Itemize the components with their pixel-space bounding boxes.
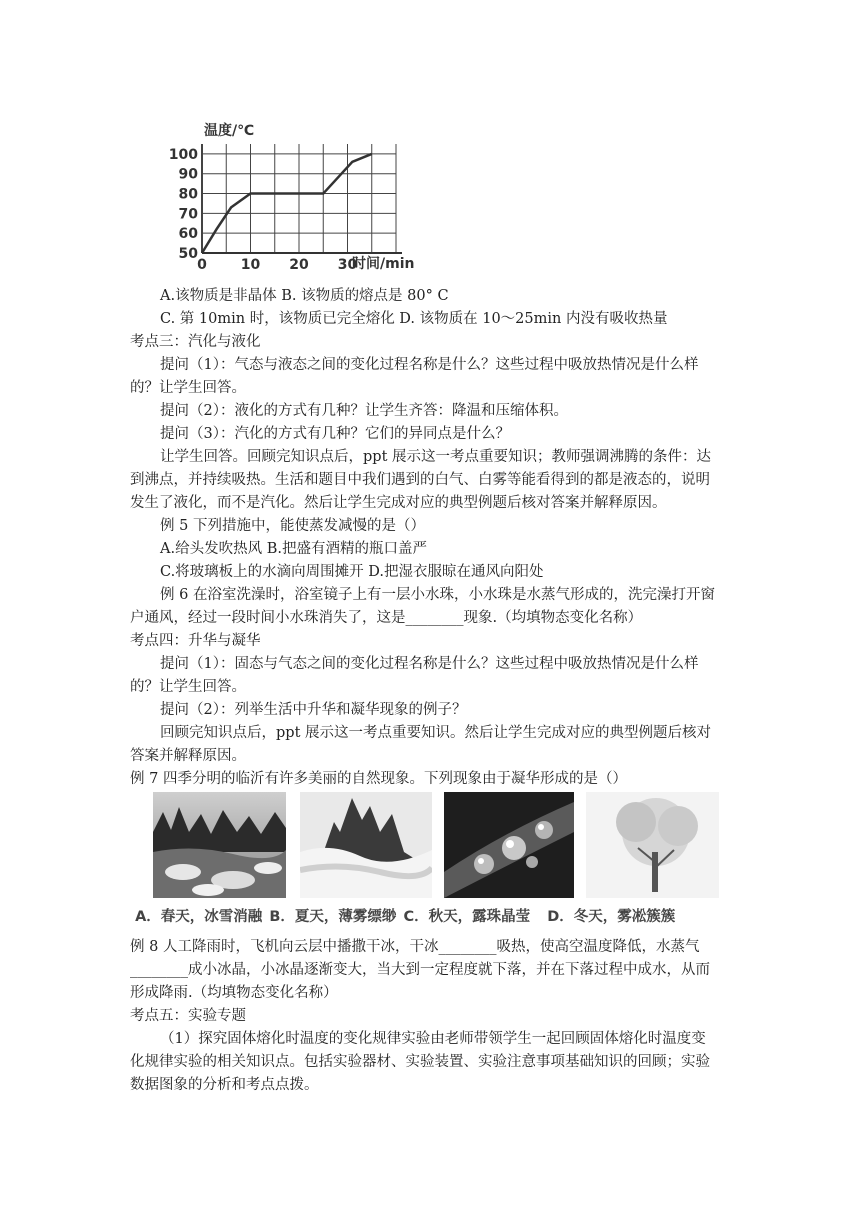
example-6-cont: 户通风，经过一段时间小水珠消失了，这是________现象.（均填物态变化名称） bbox=[130, 610, 643, 626]
section-heading-4: 考点四：升华与凝华 bbox=[130, 633, 261, 649]
paragraph-line: 提问（2）：液化的方式有几种？让学生齐答：降温和压缩体积。 bbox=[160, 403, 568, 419]
photo-summer-mist bbox=[300, 792, 432, 898]
example-5-options-ab: A.给头发吹热风 B.把盛有酒精的瓶口盖严 bbox=[160, 541, 427, 557]
photo-winter-rime bbox=[586, 792, 719, 898]
section-heading-5: 考点五：实验专题 bbox=[130, 1008, 246, 1024]
y-axis-label: 温度/℃ bbox=[204, 123, 255, 139]
paragraph-line: 化规律实验的相关知识点。包括实验器材、实验装置、实验注意事项基础知识的回顾；实验 bbox=[130, 1054, 710, 1070]
paragraph-line: 的？让学生回答。 bbox=[130, 679, 246, 695]
paragraph-line: 的？让学生回答。 bbox=[130, 380, 246, 396]
photo-captions bbox=[130, 905, 675, 926]
y-tick-label: 90 bbox=[178, 166, 198, 183]
paragraph-line: 发生了液化，而不是汽化。然后让学生完成对应的典型例题后核对答案并解释原因。 bbox=[130, 495, 667, 511]
caption-b: B．夏天，薄雾缥缈 bbox=[269, 909, 397, 925]
photo-spring-ice-melting bbox=[153, 792, 286, 898]
x-axis-label: 时间/min bbox=[352, 256, 415, 272]
option-c-d: C. 第 10min 时，该物质已完全熔化 D. 该物质在 10～25min 内没有吸收热量 bbox=[160, 311, 668, 327]
paragraph-line: 提问（1）：固态与气态之间的变化过程名称是什么？这些过程中吸放热情况是什么样 bbox=[160, 656, 699, 672]
paragraph-line: 让学生回答。回顾完知识点后，ppt 展示这一考点重要知识；教师强调沸腾的条件：达 bbox=[160, 449, 711, 465]
photo-autumn-dew bbox=[444, 792, 574, 898]
temperature-time-chart bbox=[160, 117, 436, 273]
x-tick-label: 20 bbox=[289, 257, 309, 273]
paragraph-line: 数据图象的分析和考点点拨。 bbox=[130, 1077, 319, 1093]
x-tick-label: 0 bbox=[197, 257, 207, 273]
paragraph-line: 答案并解释原因。 bbox=[130, 748, 246, 764]
y-tick-label: 80 bbox=[178, 186, 198, 203]
paragraph-line: 回顾完知识点后，ppt 展示这一考点重要知识。然后让学生完成对应的典型例题后核对 bbox=[160, 725, 711, 741]
y-tick-label: 70 bbox=[178, 206, 198, 223]
example-5: 例 5 下列措施中，能使蒸发减慢的是（） bbox=[160, 518, 425, 534]
example-8-cont: 形成降雨.（均填物态变化名称） bbox=[130, 985, 338, 1001]
paragraph-line: 提问（1）：气态与液态之间的变化过程名称是什么？这些过程中吸放热情况是什么样 bbox=[160, 357, 699, 373]
caption-c: C．秋天，露珠晶莹 bbox=[403, 909, 531, 925]
y-tick-label: 50 bbox=[178, 246, 198, 262]
paragraph-line: （1）探究固体熔化时温度的变化规律实验由老师带领学生一起回顾固体熔化时温度变 bbox=[160, 1031, 706, 1047]
y-tick-label: 100 bbox=[168, 146, 198, 163]
paragraph-line: 到沸点，并持续吸热。生活和题目中我们遇到的白气、白雾等能看得到的都是液态的，说明 bbox=[130, 472, 710, 488]
x-tick-label: 10 bbox=[240, 257, 261, 273]
chart-grid bbox=[202, 144, 402, 253]
example-8: 例 8 人工降雨时，飞机向云层中播撒干冰，干冰________吸热，使高空温度降低，水蒸气 bbox=[130, 939, 700, 955]
option-a-b: A.该物质是非晶体 B. 该物质的熔点是 80° C bbox=[160, 288, 449, 304]
example-5-options-cd: C.将玻璃板上的水滴向周围摊开 D.把湿衣服晾在通风向阳处 bbox=[160, 564, 544, 580]
example-8-cont: ________成小冰晶，小冰晶逐渐变大，当大到一定程度就下落，并在下落过程中成水，从而 bbox=[130, 962, 710, 978]
example-6: 例 6 在浴室洗澡时，浴室镜子上有一层小水珠，小水珠是水蒸气形成的，洗完澡打开窗 bbox=[160, 587, 715, 603]
caption-d: D．冬天，雾凇簇簇 bbox=[547, 909, 676, 925]
y-tick-label: 60 bbox=[178, 226, 198, 243]
paragraph-line: 提问（2）：列举生活中升华和凝华现象的例子？ bbox=[160, 702, 467, 718]
chart-ticks bbox=[169, 147, 358, 273]
paragraph-line: 提问（3）：汽化的方式有几种？它们的异同点是什么？ bbox=[160, 426, 510, 442]
example-7: 例 7 四季分明的临沂有许多美丽的自然现象。下列现象由于凝华形成的是（） bbox=[130, 771, 627, 787]
series-line bbox=[202, 154, 372, 253]
caption-a: A．春天，冰雪消融 bbox=[135, 909, 263, 925]
section-heading-3: 考点三：汽化与液化 bbox=[130, 334, 261, 350]
x-tick-label: 30 bbox=[337, 257, 358, 273]
